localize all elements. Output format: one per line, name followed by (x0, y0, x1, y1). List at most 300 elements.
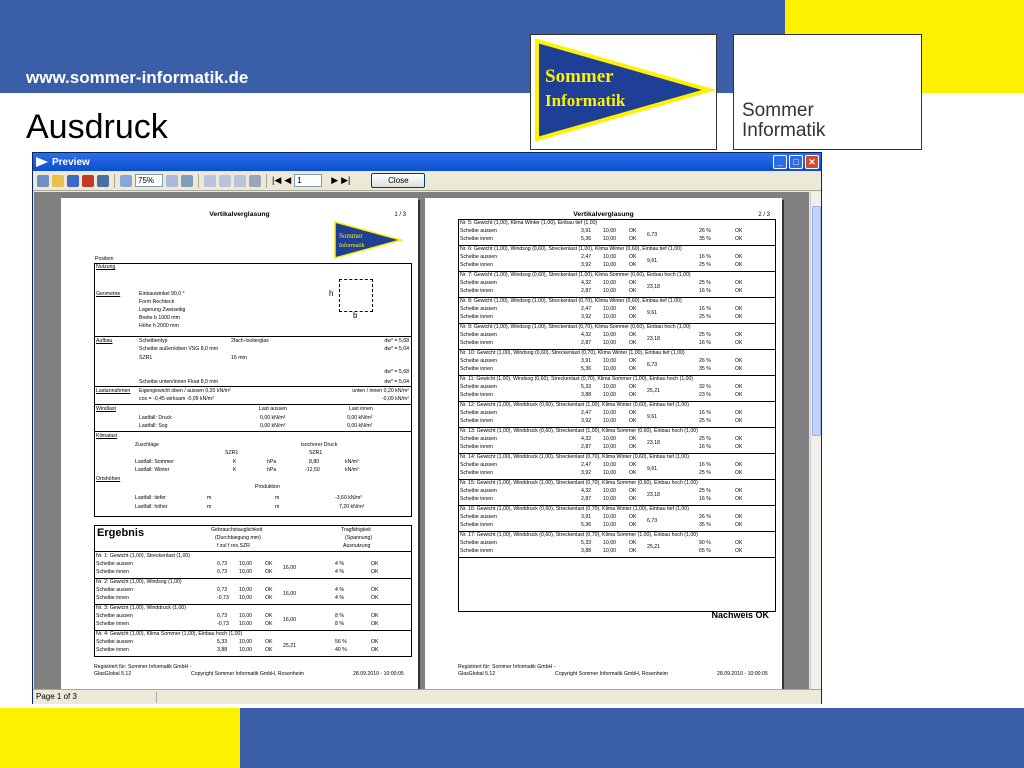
group-divider (459, 557, 775, 558)
windlast-cell: Lastfall: Druck (139, 415, 172, 421)
footer-date: 28.09.2010 - 10:00:05 (717, 671, 768, 677)
windlast-cell: 0,00 kN/m² (347, 423, 373, 429)
window-title: Preview (52, 156, 90, 168)
result-cell: OK (735, 540, 743, 546)
page-2-title: Vertikalverglasung (573, 211, 634, 218)
result-cell: 25 % (699, 332, 711, 338)
divider (95, 431, 411, 432)
result-cell: -0,73 (217, 620, 229, 627)
result-cell: 2,47 (581, 254, 592, 260)
result-szr: 23,18 (647, 283, 660, 290)
position-label: Position (95, 256, 114, 262)
result-cell: 16 % (699, 306, 711, 312)
result-cell: Scheibe innen (460, 287, 493, 294)
result-cell: 10,00 (603, 254, 616, 260)
result-cell: OK (629, 514, 637, 520)
result-cell: OK (629, 436, 637, 442)
result-cell: Scheibe aussen (460, 228, 497, 234)
result-cell: 5,33 (581, 384, 592, 390)
load-case-heading: Nr. 6: Gewicht (1,00), Windsog (0,60), Streckenlast (1,00), Klima Winter (0,60), Einbau tief (1,00) (460, 246, 682, 252)
load-case-heading: Nr. 10: Gewicht (1,00), Windsog (0,60), Streckenlast (0,70), Klima Winter (1,00), Einbau tief (1,00) (460, 350, 685, 356)
klimalast-head: Zuschläge (135, 442, 159, 448)
result-szr: 16,00 (283, 616, 296, 623)
text-logo (733, 34, 922, 150)
result-cell: 10,00 (603, 339, 616, 346)
load-case-heading: Nr. 11: Gewicht (1,00), Windsog (0,60), Streckenlast (0,70), Klima Sommer (1,00), Einbau hoch (1,00) (460, 376, 694, 382)
page-1-logo-text-1: Sommer (339, 232, 363, 240)
pennant-logo-graphic (531, 35, 716, 149)
status-divider (156, 692, 157, 703)
result-cell: Scheibe innen (460, 313, 493, 320)
result-szr: 6,73 (647, 231, 658, 238)
result-cell: OK (735, 417, 743, 424)
result-cell: Scheibe innen (460, 547, 493, 554)
result-cell: OK (371, 594, 379, 601)
result-cell: 3,91 (581, 228, 592, 234)
result-cell: Scheibe innen (460, 391, 493, 398)
result-cell: OK (629, 365, 637, 372)
result-cell: OK (265, 620, 273, 627)
result-cell: 0,73 (217, 561, 228, 567)
result-cell: Scheibe aussen (460, 462, 497, 468)
trag-head: Tragfähigkeit (341, 527, 371, 533)
result-cell: 10,00 (603, 436, 616, 442)
preview-page-1 (61, 198, 418, 689)
result-szr: 9,61 (647, 309, 658, 316)
klimalast-cell: hPa (267, 467, 277, 473)
ortshoehen-cell: Lastfall: tiefer (135, 495, 166, 501)
preview-window (32, 152, 822, 704)
preview-page-2 (425, 198, 782, 689)
klimalast-cell: kN/m² (345, 459, 359, 465)
result-cell: 10,00 (239, 639, 252, 645)
aufbau-cell: Scheibentyp (139, 338, 168, 344)
result-cell: 16 % (699, 462, 711, 468)
result-cell: Scheibe aussen (460, 332, 497, 338)
ortshoehen-cell: m (207, 495, 212, 501)
single-page-icon[interactable] (204, 175, 216, 187)
close-button[interactable]: Close (371, 173, 425, 188)
results-continued-box (458, 219, 776, 620)
windlast-label: Windlast (96, 406, 116, 412)
toolbar-separator (266, 174, 267, 188)
load-case-heading: Nr. 7: Gewicht (1,00), Windsog (0,60), Streckenlast (1,00), Klima Sommer (0,60), Einbau hoch (1,00) (460, 272, 691, 278)
trag-head: (Spannung) (345, 535, 373, 541)
result-cell: OK (629, 261, 637, 268)
result-cell: 25 % (699, 261, 711, 268)
result-cell: 10,00 (603, 443, 616, 450)
result-cell: Scheibe innen (460, 443, 493, 450)
text-logo-line-2: Informatik (742, 120, 826, 141)
result-cell: OK (629, 495, 637, 502)
result-cell: 0,73 (217, 568, 228, 575)
windlast-cell: 0,00 kN/m² (260, 423, 286, 429)
result-cell: OK (629, 410, 637, 416)
result-cell: OK (265, 639, 273, 645)
result-cell: 2,87 (581, 339, 592, 346)
result-cell: Scheibe innen (96, 620, 129, 627)
klimalast-head: SZR1 (309, 450, 323, 456)
result-cell: 35 % (699, 235, 711, 242)
result-cell: 3,91 (581, 514, 592, 520)
result-cell: OK (735, 495, 743, 502)
toolbar-separator (114, 174, 115, 188)
lastannahmen-cell: Eigengewicht oben / aussen 0,20 kN/m² (139, 388, 231, 394)
load-case-heading: Nr. 16: Gewicht (1,00), Winddruck (0,60), Streckenlast (0,70), Klima Winter (1,00), Einbau tief (1,00) (460, 506, 689, 512)
prev-page-icon[interactable]: ◀ (284, 175, 292, 185)
result-cell: 26 % (699, 358, 711, 364)
result-cell: Scheibe aussen (460, 410, 497, 416)
result-cell: Scheibe innen (96, 568, 129, 575)
geometrie-line: Breite b 1000 mm (139, 315, 180, 321)
result-cell: OK (629, 417, 637, 424)
gebrauch-head: Gebrauchstauglichkeit (211, 527, 263, 533)
result-cell: OK (735, 332, 743, 338)
result-szr: 23,18 (647, 439, 660, 446)
result-cell: 4 % (335, 587, 344, 593)
result-cell: OK (629, 339, 637, 346)
result-cell: 2,47 (581, 306, 592, 312)
result-cell: 32 % (699, 384, 711, 390)
footer-copyright: Copyright Sommer Informatik GmbH, Rosenheim (555, 671, 669, 677)
site-url: www.sommer-informatik.de (26, 68, 249, 87)
aufbau-cell: 2fach-Isolierglas (231, 338, 269, 344)
result-cell: OK (735, 514, 743, 520)
geometry-sketch (339, 279, 373, 312)
result-cell: OK (629, 254, 637, 260)
aufbau-cell: dw* = 5,04 (384, 379, 409, 385)
result-cell: 10,00 (603, 358, 616, 364)
result-cell: 3,92 (581, 417, 592, 424)
ortshoehen-cell: m (207, 504, 212, 510)
result-cell: 0,73 (217, 587, 228, 593)
result-cell: OK (371, 568, 379, 575)
nachweis-ok: Nachweis OK (711, 610, 769, 620)
result-cell: 0,73 (217, 613, 228, 619)
result-szr: 9,61 (647, 257, 658, 264)
lastannahmen-cell: unten / innen 0,20 kN/m² (352, 388, 409, 394)
slide-title: Ausdruck (26, 108, 168, 146)
result-cell: Scheibe innen (96, 646, 129, 653)
window-close-button[interactable]: ✕ (805, 155, 819, 169)
result-cell: 10,00 (603, 391, 616, 398)
footer-version: GlasGlobal 5.12 (458, 671, 496, 677)
result-cell: 4,32 (581, 488, 592, 494)
result-cell: OK (265, 568, 273, 575)
result-cell: OK (371, 620, 379, 627)
window-app-icon (36, 157, 48, 167)
result-cell: Scheibe innen (460, 339, 493, 346)
result-cell: OK (629, 384, 637, 390)
ortshoehen-cell: Lastfall: höher (135, 504, 168, 510)
result-cell: 35 % (699, 365, 711, 372)
result-szr: 6,73 (647, 517, 658, 524)
result-cell: OK (629, 443, 637, 450)
geometrie-line: Höhe h 2000 mm (139, 323, 179, 329)
result-cell: OK (735, 436, 743, 442)
page-2-number: 2 / 3 (758, 212, 770, 218)
ortshoehen-cell: m (275, 504, 280, 510)
result-cell: 4,32 (581, 332, 592, 338)
result-cell: 4 % (335, 568, 344, 575)
ortshoehen-cell: m (275, 495, 280, 501)
open-icon[interactable] (52, 175, 64, 187)
result-cell: Scheibe aussen (460, 436, 497, 442)
aufbau-label: Aufbau (96, 338, 113, 344)
result-cell: 10,00 (603, 287, 616, 294)
result-cell: 65 % (699, 547, 711, 554)
result-cell: OK (735, 521, 743, 528)
print-icon[interactable] (37, 175, 49, 187)
result-cell: Scheibe aussen (96, 561, 133, 567)
load-case-heading: Nr. 13: Gewicht (1,00), Winddruck (0,60), Streckenlast (1,00), Klima Sommer (0,60), Einbau hoch (1,00) (460, 428, 698, 434)
klimalast-cell: K (233, 467, 237, 473)
page-width-icon[interactable] (181, 175, 193, 187)
result-cell: 5,36 (581, 235, 592, 242)
page-1-title: Vertikalverglasung (209, 211, 270, 218)
result-cell: 10,00 (603, 521, 616, 528)
geometrie-line: Form Rechteck (139, 299, 175, 305)
result-szr: 9,61 (647, 413, 658, 420)
result-cell: 10,00 (603, 235, 616, 242)
result-cell: OK (629, 228, 637, 234)
load-case-heading: Nr. 3: Gewicht (1,00), Winddruck (1,00) (96, 605, 186, 611)
result-cell: 25 % (699, 469, 711, 476)
footer-band (240, 708, 1024, 768)
aufbau-cell: Scheibe außen/oben VSG 8,0 mm (139, 346, 219, 352)
aufbau-cell: 16 mm (231, 355, 247, 361)
result-cell: -0,73 (217, 594, 229, 601)
result-cell: OK (629, 469, 637, 476)
result-cell: 16 % (699, 339, 711, 346)
result-cell: 16 % (699, 254, 711, 260)
aufbau-cell: dw* = 5,04 (384, 346, 409, 352)
maximize-button[interactable]: □ (789, 155, 803, 169)
result-cell: 5,36 (581, 521, 592, 528)
minimize-button[interactable]: _ (773, 155, 787, 169)
result-cell: OK (371, 587, 379, 593)
result-cell: 10,00 (239, 613, 252, 619)
result-cell: OK (735, 287, 743, 294)
result-cell: OK (629, 391, 637, 398)
result-cell: 5,36 (581, 365, 592, 372)
trag-head: Ausnutzung (343, 543, 371, 549)
preview-area[interactable] (34, 192, 809, 689)
result-cell: 23 % (699, 391, 711, 398)
result-cell: 10,00 (603, 365, 616, 372)
klimalast-cell: Lastfall: Sommer (135, 459, 174, 465)
page-1-number: 1 / 3 (394, 212, 406, 218)
result-cell: 10,00 (603, 332, 616, 338)
aufbau-cell: dw* = 5,68 (384, 338, 409, 344)
pdf-icon[interactable] (82, 175, 94, 187)
load-case-heading: Nr. 8: Gewicht (1,00), Windsog (1,00), Streckenlast (0,70), Klima Winter (0,60), Einbau tief (1,00) (460, 298, 682, 304)
result-cell: OK (629, 287, 637, 294)
klimalast-cell: 8,80 (309, 459, 320, 465)
result-szr: 16,00 (283, 590, 296, 597)
result-cell: OK (629, 358, 637, 364)
result-cell: 10,00 (603, 514, 616, 520)
result-cell: OK (735, 488, 743, 494)
footer-copyright: Copyright Sommer Informatik GmbH, Rosenheim (191, 671, 305, 677)
last-page-icon[interactable]: ▶| (341, 175, 351, 185)
result-cell: OK (735, 235, 743, 242)
result-cell: OK (629, 235, 637, 242)
result-cell: 10,00 (239, 587, 252, 593)
result-cell: Scheibe aussen (96, 613, 133, 619)
load-case-heading: Nr. 15: Gewicht (1,00), Winddruck (1,00), Streckenlast (0,70), Klima Sommer (0,60), Einbau hoch (1,00) (460, 480, 698, 486)
page-number-input[interactable]: 1 (294, 174, 322, 187)
result-cell: OK (629, 488, 637, 494)
result-cell: OK (735, 443, 743, 450)
result-cell: OK (265, 561, 273, 567)
result-cell: 10,00 (239, 646, 252, 653)
result-cell: OK (629, 313, 637, 320)
result-cell: 25 % (699, 313, 711, 320)
aufbau-cell: Scheibe unten/innen Float 8,0 mm (139, 379, 219, 385)
result-cell: 10,00 (603, 469, 616, 476)
result-cell: 90 % (699, 540, 711, 546)
toolbar-separator (198, 174, 199, 188)
footer-version: GlasGlobal 5.12 (94, 671, 132, 677)
window-titlebar[interactable] (33, 153, 821, 171)
klimalast-head: SZR1 (225, 450, 239, 456)
gebrauch-head: f zul f res.SZR (217, 543, 250, 549)
result-cell: 10,00 (603, 547, 616, 554)
result-cell: 8 % (335, 620, 344, 627)
load-case-heading: Nr. 14: Gewicht (1,00), Winddruck (1,00), Streckenlast (0,70), Klima Winter (0,60), Einbau tief (1,00) (460, 454, 689, 460)
result-szr: 25,21 (647, 387, 660, 394)
result-cell: OK (735, 261, 743, 268)
result-szr: 6,73 (647, 361, 658, 368)
page-1-logo (333, 220, 403, 260)
result-cell: Scheibe innen (460, 521, 493, 528)
ortshoehen-label: Ortshöhen (96, 476, 121, 482)
divider (95, 386, 411, 387)
windlast-cell: Lastfall: Sog (139, 423, 168, 429)
vertical-scrollbar[interactable] (810, 192, 821, 689)
next-page-icon[interactable]: ▶ (331, 175, 339, 185)
result-cell: OK (265, 594, 273, 601)
result-cell: Scheibe innen (96, 594, 129, 601)
result-cell: Scheibe aussen (460, 358, 497, 364)
result-cell: OK (371, 613, 379, 619)
page-setup-icon[interactable] (249, 175, 261, 187)
divider (95, 404, 411, 405)
result-cell: OK (265, 613, 273, 619)
lastannahmen-cell: cos = -0,45 wirksam -0,09 kN/m² (139, 396, 214, 402)
result-cell: 4 % (335, 594, 344, 601)
aufbau-cell: dw* = 5,68 (384, 369, 409, 375)
result-cell: OK (629, 521, 637, 528)
windlast-head: Last innen (349, 406, 373, 412)
result-cell: 4,32 (581, 436, 592, 442)
toolbar (33, 171, 821, 191)
two-pages-icon[interactable] (219, 175, 231, 187)
load-case-heading: Nr. 5: Gewicht (1,00), Klima Winter (1,00), Einbau tief (1,00) (460, 220, 598, 226)
zoom-select[interactable]: 75% (135, 174, 163, 187)
result-cell: 3,91 (581, 358, 592, 364)
result-cell: OK (735, 469, 743, 476)
scrollbar-thumb[interactable] (812, 206, 821, 436)
result-cell: 35 % (699, 521, 711, 528)
result-cell: Scheibe innen (460, 417, 493, 424)
result-cell: 26 % (699, 228, 711, 234)
result-cell: OK (735, 410, 743, 416)
result-cell: 5,33 (217, 639, 228, 645)
footer-registered: Registriert für: Sommer Informatik GmbH - (94, 664, 192, 670)
input-data-box (94, 263, 412, 517)
geometrie-label: Geometrie (96, 291, 121, 297)
lastannahmen-label: Lastannahmen (96, 388, 131, 394)
footer-date: 28.09.2010 - 10:00:05 (353, 671, 404, 677)
result-cell: OK (735, 365, 743, 372)
result-cell: OK (735, 313, 743, 320)
klimalast-label: Klimalast (96, 433, 118, 439)
pennant-logo-text-1: Sommer (545, 66, 614, 87)
result-cell: 10,00 (603, 280, 616, 286)
load-case-heading: Nr. 4: Gewicht (1,00), Klima Sommer (1,00), Einbau hoch (1,00) (96, 631, 243, 637)
multi-page-icon[interactable] (234, 175, 246, 187)
status-page-count: Page 1 of 3 (36, 692, 77, 701)
pennant-logo-text-2: Informatik (545, 91, 626, 110)
result-cell: Scheibe innen (460, 235, 493, 242)
result-cell: 3,88 (581, 391, 592, 398)
zoom-icon[interactable] (120, 175, 132, 187)
result-cell: 8 % (335, 613, 344, 619)
result-cell: 25 % (699, 488, 711, 494)
result-cell: 10,00 (603, 540, 616, 546)
result-cell: 3,92 (581, 261, 592, 268)
result-cell: Scheibe aussen (460, 280, 497, 286)
ortshoehen-cell: 7,20 kN/m² (339, 504, 365, 510)
result-cell: Scheibe aussen (460, 384, 497, 390)
zoom-out-icon[interactable] (166, 175, 178, 187)
save-icon[interactable] (67, 175, 79, 187)
lastannahmen-cell: -0,09 kN/m² (381, 396, 409, 402)
klimalast-head: isochorer Druck (301, 442, 338, 448)
result-cell: 3,88 (217, 646, 228, 653)
result-cell: Scheibe innen (460, 469, 493, 476)
result-szr: 9,61 (647, 465, 658, 472)
text-logo-line-1: Sommer (742, 100, 814, 121)
result-cell: OK (371, 561, 379, 567)
result-cell: OK (735, 254, 743, 260)
result-cell: 10,00 (603, 261, 616, 268)
status-bar (33, 689, 821, 704)
result-cell: OK (735, 462, 743, 468)
ergebnis-heading: Ergebnis (97, 527, 145, 539)
geometry-b-label: b (353, 311, 358, 320)
result-cell: Scheibe aussen (460, 306, 497, 312)
result-cell: 2,47 (581, 410, 592, 416)
find-icon[interactable] (97, 175, 109, 187)
nutzung-label: Nutzung (96, 264, 116, 270)
result-cell: OK (371, 646, 379, 653)
windlast-head: Last aussen (259, 406, 287, 412)
first-page-icon[interactable]: |◀ (272, 175, 282, 185)
geometrie-line: Einbauwinkel 90,0 ° (139, 291, 185, 297)
aufbau-cell: SZR1 (139, 355, 153, 361)
result-cell: OK (735, 391, 743, 398)
result-cell: 10,00 (603, 228, 616, 234)
page-1-logo-text-2: Informatik (339, 243, 365, 249)
result-cell: OK (735, 339, 743, 346)
result-cell: Scheibe aussen (460, 514, 497, 520)
result-cell: 10,00 (603, 313, 616, 320)
result-cell: OK (629, 547, 637, 554)
result-szr: 25,21 (647, 543, 660, 550)
